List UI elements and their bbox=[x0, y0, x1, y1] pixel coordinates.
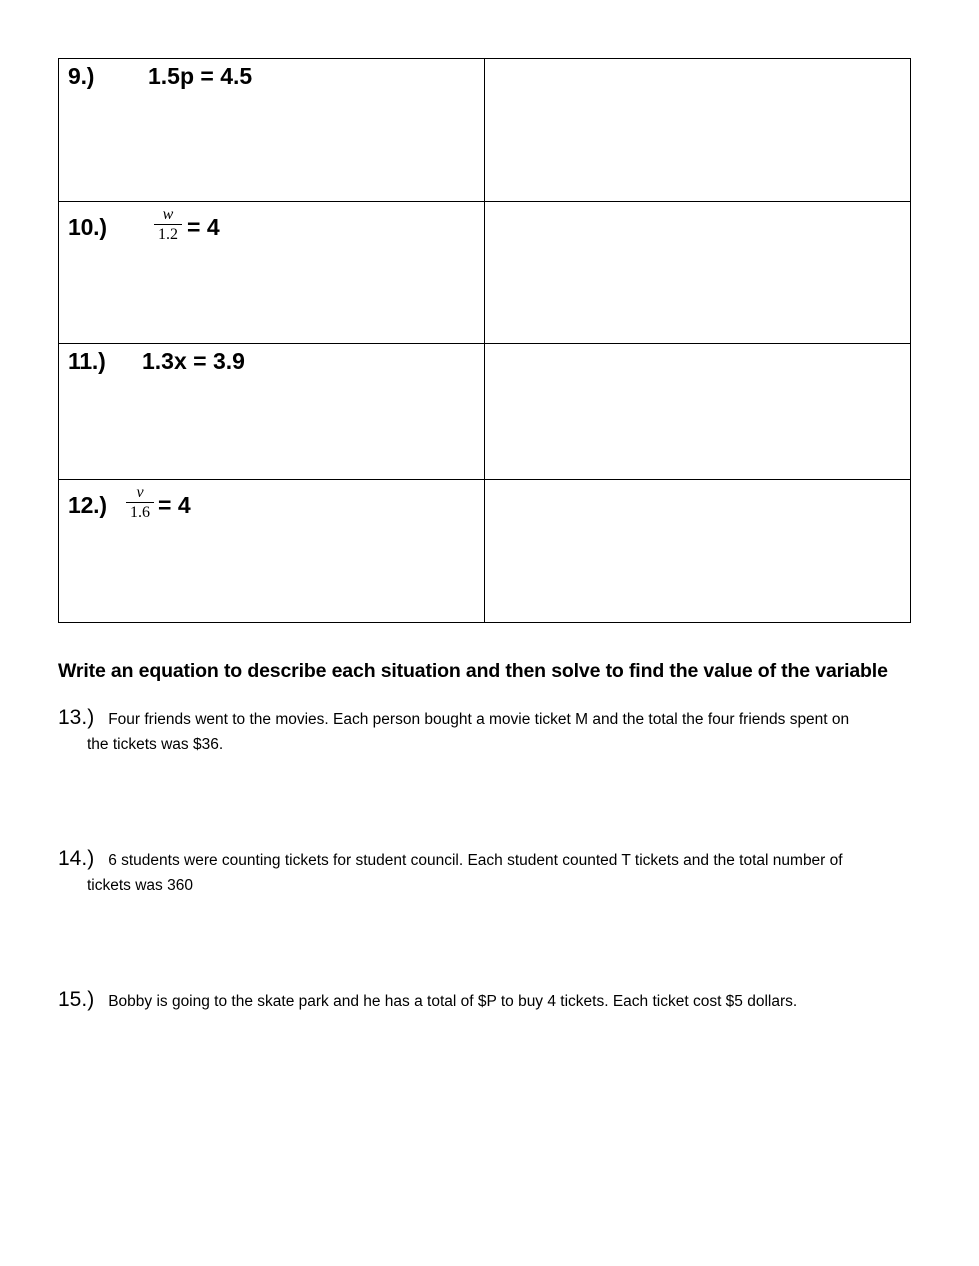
problem-equation: = 4 bbox=[187, 214, 220, 240]
answer-cell bbox=[485, 480, 911, 623]
problem-row-9 bbox=[59, 59, 911, 202]
word-problem-line bbox=[58, 705, 910, 732]
fraction bbox=[154, 206, 182, 243]
problem-number: 10.) bbox=[68, 214, 107, 240]
problem-row-10 bbox=[59, 202, 911, 344]
section-heading: Write an equation to describe each situation and then solve to find the value of the variable bbox=[58, 660, 888, 682]
answer-cell bbox=[485, 344, 911, 480]
word-problem-text: 6 students were counting tickets for student council. Each student counted T tickets and the total number of bbox=[108, 852, 843, 869]
word-problem-text-continued: tickets was 360 bbox=[87, 877, 193, 894]
word-problem-line bbox=[58, 846, 910, 873]
fraction-numerator: v bbox=[136, 484, 144, 501]
problem-cell bbox=[59, 480, 485, 623]
fraction-denominator: 1.6 bbox=[130, 504, 150, 521]
problem-number: 12.) bbox=[68, 492, 107, 518]
problem-row-11 bbox=[59, 344, 911, 480]
fraction-numerator: w bbox=[162, 206, 174, 223]
fraction-bar bbox=[126, 502, 154, 503]
word-problem-14 bbox=[58, 846, 910, 898]
fraction-denominator: 1.2 bbox=[158, 226, 178, 243]
problem-equation: = 4 bbox=[158, 492, 191, 518]
problem-number: 11.) bbox=[68, 348, 106, 374]
word-problem-text: Four friends went to the movies. Each person bought a movie ticket M and the total the four friends spent on bbox=[108, 711, 850, 728]
answer-cell bbox=[485, 202, 911, 344]
word-problem-text: Bobby is going to the skate park and he has a total of $P to buy 4 tickets. Each ticket cost $5 dollars. bbox=[108, 993, 798, 1010]
word-problem-text-continued: the tickets was $36. bbox=[87, 736, 224, 753]
word-problem-line bbox=[58, 987, 910, 1014]
word-problem-15 bbox=[58, 987, 910, 1014]
fraction bbox=[126, 484, 154, 521]
problem-table bbox=[58, 58, 911, 623]
problem-row-12 bbox=[59, 480, 911, 623]
problem-cell bbox=[59, 59, 485, 202]
word-problem-number: 13.) bbox=[58, 706, 95, 729]
fraction-bar bbox=[154, 224, 182, 225]
problem-equation: 1.3x = 3.9 bbox=[142, 348, 245, 374]
problem-cell bbox=[59, 202, 485, 344]
problem-cell bbox=[59, 344, 485, 480]
answer-cell bbox=[485, 59, 911, 202]
problem-equation: 1.5p = 4.5 bbox=[148, 63, 253, 89]
problem-number: 9.) bbox=[68, 63, 95, 89]
word-problem-number: 15.) bbox=[58, 988, 95, 1011]
word-problem-13 bbox=[58, 705, 910, 757]
word-problem-number: 14.) bbox=[58, 847, 95, 870]
